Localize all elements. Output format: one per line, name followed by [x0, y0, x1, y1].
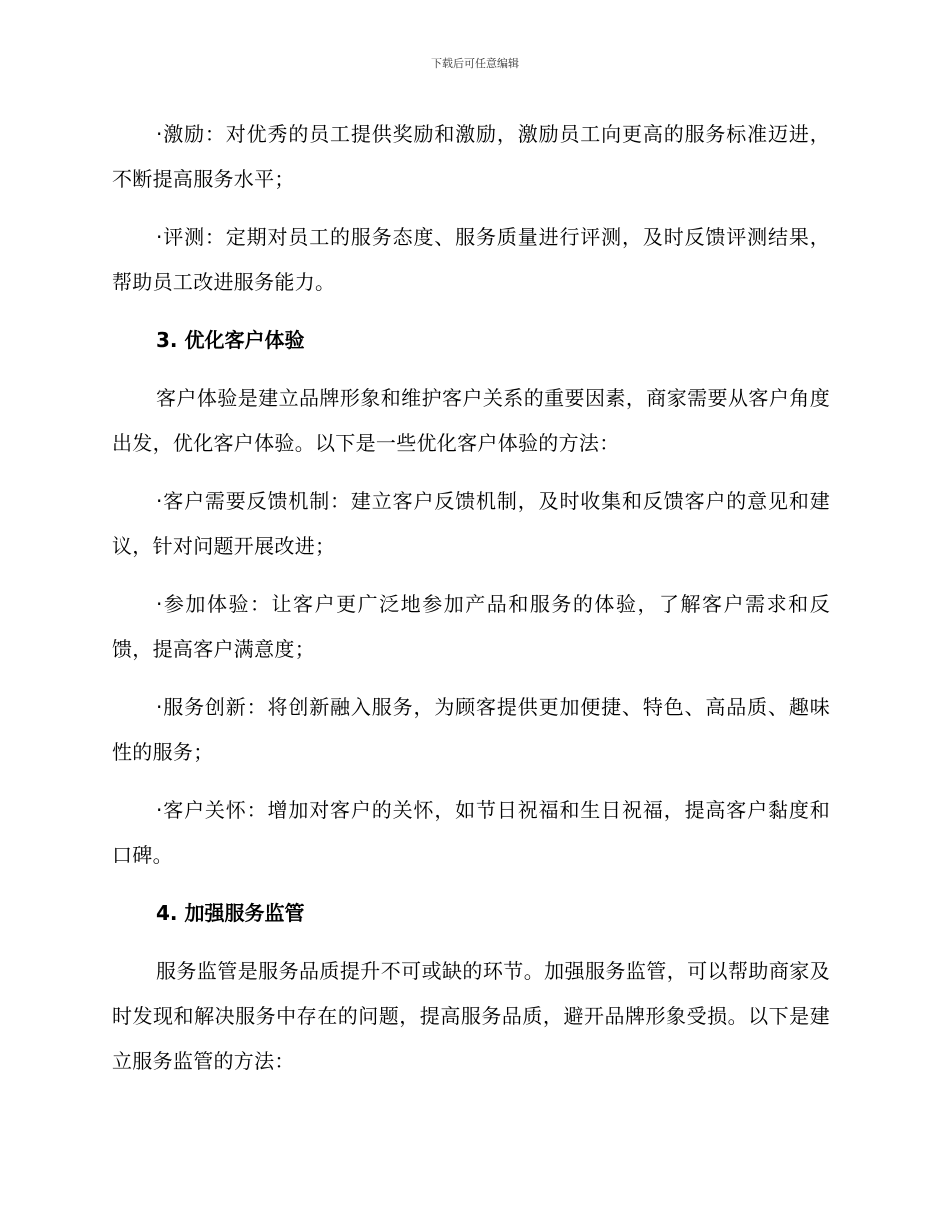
- paragraph-incentive: ·激励：对优秀的员工提供奖励和激励，激励员工向更高的服务标准迈进，不断提高服务水平；: [112, 122, 830, 191]
- paragraph-evaluation: ·评测：定期对员工的服务态度、服务质量进行评测，及时反馈评测结果，帮助员工改进服务能力。: [112, 225, 830, 294]
- section-heading-4: 4. 加强服务监管: [156, 901, 305, 925]
- document-body: [112, 112, 830, 1097]
- paragraph-service-innovation: ·服务创新：将创新融入服务，为顾客提供更加便捷、特色、高品质、趣味性的服务；: [112, 695, 830, 764]
- section-heading-3: 3. 优化客户体验: [156, 328, 305, 352]
- header-note: 下载后可任意编辑: [431, 57, 519, 70]
- paragraph-customer-care: ·客户关怀：增加对客户的关怀，如节日祝福和生日祝福，提高客户黏度和口碑。: [112, 798, 830, 867]
- paragraph-participation: ·参加体验：让客户更广泛地参加产品和服务的体验，了解客户需求和反馈，提高客户满意度；: [112, 592, 830, 661]
- paragraph-service-supervision-intro: 服务监管是服务品质提升不可或缺的环节。加强服务监管，可以帮助商家及时发现和解决服务中存在的问题，提高服务品质，避开品牌形象受损。以下是建立服务监管的方法：: [112, 959, 830, 1073]
- paragraph-customer-experience-intro: 客户体验是建立品牌形象和维护客户关系的重要因素，商家需要从客户角度出发，优化客户体验。以下是一些优化客户体验的方法：: [112, 386, 830, 455]
- paragraph-feedback-mechanism: ·客户需要反馈机制：建立客户反馈机制，及时收集和反馈客户的意见和建议，针对问题开展改进；: [112, 489, 830, 558]
